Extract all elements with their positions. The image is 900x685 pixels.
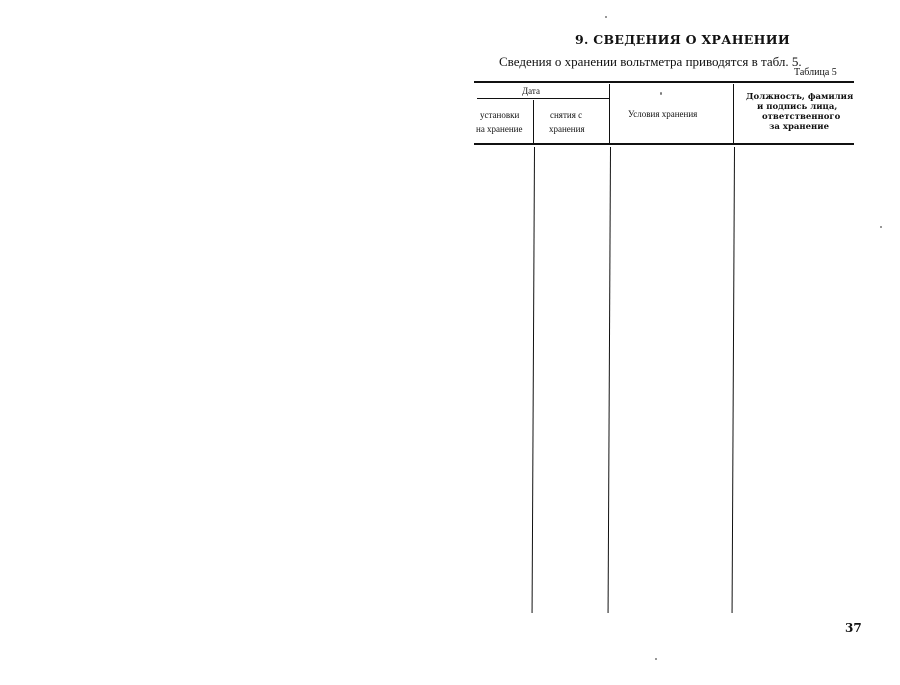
- header-removal-line-1: снятия с: [550, 110, 583, 120]
- column-divider-2: [609, 84, 610, 144]
- header-responsible-line-3: ответственного: [762, 112, 841, 122]
- scan-speck: [605, 16, 607, 18]
- page-number: 37: [845, 621, 862, 635]
- scan-speck: [660, 92, 662, 95]
- header-install-line-1: установки: [480, 110, 520, 120]
- header-conditions: Условия хранения: [628, 109, 698, 119]
- date-group-rule: [477, 98, 610, 99]
- column-divider-3: [733, 84, 734, 144]
- column-divider-2-body: [608, 147, 612, 613]
- header-responsible-line-2: и подпись лица,: [757, 102, 838, 112]
- column-divider-3-body: [732, 147, 736, 613]
- table-caption: Таблица 5: [794, 67, 837, 78]
- header-date-group: Дата: [522, 86, 540, 96]
- header-responsible-line-1: Должность, фамилия: [746, 92, 854, 102]
- scan-speck: [880, 226, 882, 228]
- section-title: 9. СВЕДЕНИЯ О ХРАНЕНИИ: [575, 32, 790, 47]
- header-install-line-2: на хранение: [476, 124, 523, 134]
- column-divider-1-body: [532, 147, 536, 613]
- section-intro: Сведения о хранении вольтметра приводятся в табл. 5.: [499, 54, 802, 69]
- scan-speck: [655, 658, 657, 660]
- header-bottom-rule: [474, 143, 854, 145]
- table-top-rule: [474, 81, 854, 83]
- header-removal-line-2: хранения: [549, 124, 585, 134]
- header-responsible-line-4: за хранение: [769, 122, 829, 132]
- column-divider-1: [533, 100, 534, 144]
